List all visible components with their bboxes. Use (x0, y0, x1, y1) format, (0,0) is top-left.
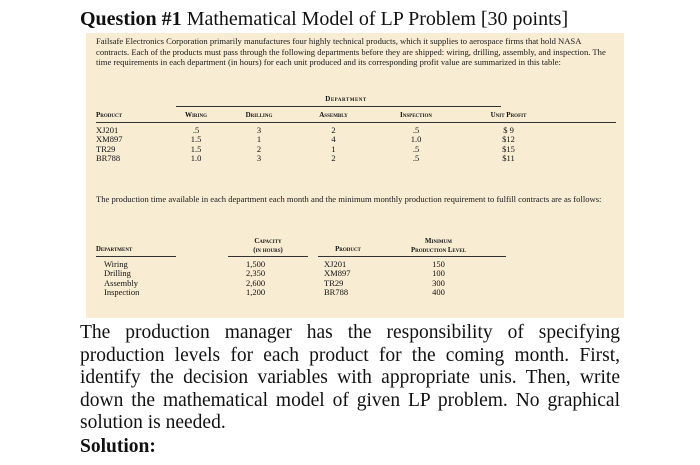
department-group-header: Department (325, 95, 367, 103)
t2-rule (371, 256, 506, 257)
question-title (80, 8, 568, 31)
product-cell: TR29 (96, 143, 116, 154)
textbook-excerpt (86, 33, 624, 318)
department-cell: Inspection (104, 286, 140, 297)
capacity-cell: 1,200 (246, 286, 266, 297)
t2-capacity-header: Capacity (254, 238, 282, 245)
drilling-cell: 2 (256, 143, 262, 154)
minimum-cell: 100 (432, 268, 445, 279)
unit-profit-header: Unit Profit (490, 111, 527, 119)
drilling-cell: 1 (256, 134, 262, 145)
question-number: Question #1 (80, 8, 182, 30)
assembly-cell: 2 (331, 152, 336, 163)
t2-minimum-header: Minimum (425, 238, 452, 245)
inspection-cell: .5 (412, 152, 420, 163)
product-column (96, 109, 156, 163)
t2-product-cell: XJ201 (324, 259, 347, 269)
product-cell: XM897 (96, 134, 123, 145)
t2-product-cell: XM897 (324, 268, 351, 279)
wiring-cell: 1.5 (190, 134, 202, 145)
product-header: Product (96, 111, 122, 119)
t2-rule (318, 256, 378, 257)
inspection-cell: 1.0 (410, 134, 422, 145)
t2-production-level-header: Production Level (410, 247, 467, 254)
inspection-header: Inspection (400, 111, 432, 119)
unit-profit-column (471, 109, 546, 163)
drilling-header: Drilling (245, 111, 273, 119)
t2-product-header: Product (335, 246, 361, 253)
t2-department-column (104, 260, 174, 297)
capacity-cell: 1,500 (246, 259, 266, 269)
wiring-cell: 1.0 (190, 152, 202, 163)
assembly-cell: 4 (331, 134, 336, 145)
minimum-cell: 150 (432, 259, 445, 269)
t2-rule (228, 256, 308, 257)
t2-capacity-column (246, 260, 286, 297)
capacity-cell: 2,600 (246, 277, 266, 288)
problem-intro: Failsafe Electronics Corporation primarily manufactures four highly technical products, which it supplies to aerospace firms that hold NASA contracts. Each of the products must pass through the following departments before they are shipped: wiring, drilling, assembly, and inspection. The time requirements in each department (in hours) for each unit produced and its corresponding profit value are summarized in this table: (96, 36, 606, 68)
product-cell: BR788 (96, 152, 121, 163)
inspection-column (381, 109, 451, 163)
department-underline (176, 106, 501, 107)
capacity-cell: 2,350 (246, 268, 266, 279)
capacity-table (96, 231, 616, 316)
assembly-column (301, 109, 366, 163)
t2-hours-header: (in hours) (253, 247, 283, 254)
minimum-cell: 300 (432, 277, 445, 288)
solution-label: Solution: (80, 436, 156, 457)
inspection-cell: .5 (412, 143, 420, 154)
capacity-intro: The production time available in each department each month and the minimum monthly production requirement to fulfill contracts are as follows: (96, 194, 602, 204)
question-heading: Mathematical Model of LP Problem [30 points] (186, 8, 569, 30)
assembly-cell: 1 (331, 143, 336, 154)
assembly-header: Assembly (319, 111, 348, 119)
department-cell: Wiring (104, 259, 128, 269)
question-body: The production manager has the responsibility of specifying production levels for each product for the coming month. First, identify the decision variables with appropriate unis. Then, write down the mathematical model of given LP problem. No graphical solution is needed. (80, 322, 620, 433)
t2-product-column (324, 260, 374, 297)
drilling-cell: 3 (256, 125, 262, 135)
wiring-cell: 1.5 (190, 143, 202, 154)
t2-product-cell: TR29 (324, 277, 344, 288)
wiring-header: Wiring (184, 111, 207, 119)
t2-minimum-column (421, 260, 456, 297)
product-cell: XJ201 (96, 125, 119, 135)
t2-rule (96, 256, 176, 257)
t2-department-header: Department (96, 246, 133, 253)
table1-header-rule (96, 122, 616, 123)
wiring-cell: .5 (192, 125, 200, 135)
department-cell: Assembly (104, 277, 138, 288)
unit-profit-cell: $12 (502, 134, 515, 145)
t2-product-cell: BR788 (324, 286, 349, 297)
wiring-column (171, 109, 221, 163)
unit-profit-cell: $11 (502, 152, 515, 163)
unit-profit-cell: $15 (502, 143, 515, 154)
unit-profit-cell: $ 9 (503, 125, 514, 135)
minimum-cell: 400 (432, 286, 445, 297)
inspection-cell: .5 (412, 125, 420, 135)
drilling-cell: 3 (256, 152, 262, 163)
assembly-cell: 2 (331, 125, 336, 135)
department-cell: Drilling (104, 268, 131, 279)
drilling-column (229, 109, 289, 163)
